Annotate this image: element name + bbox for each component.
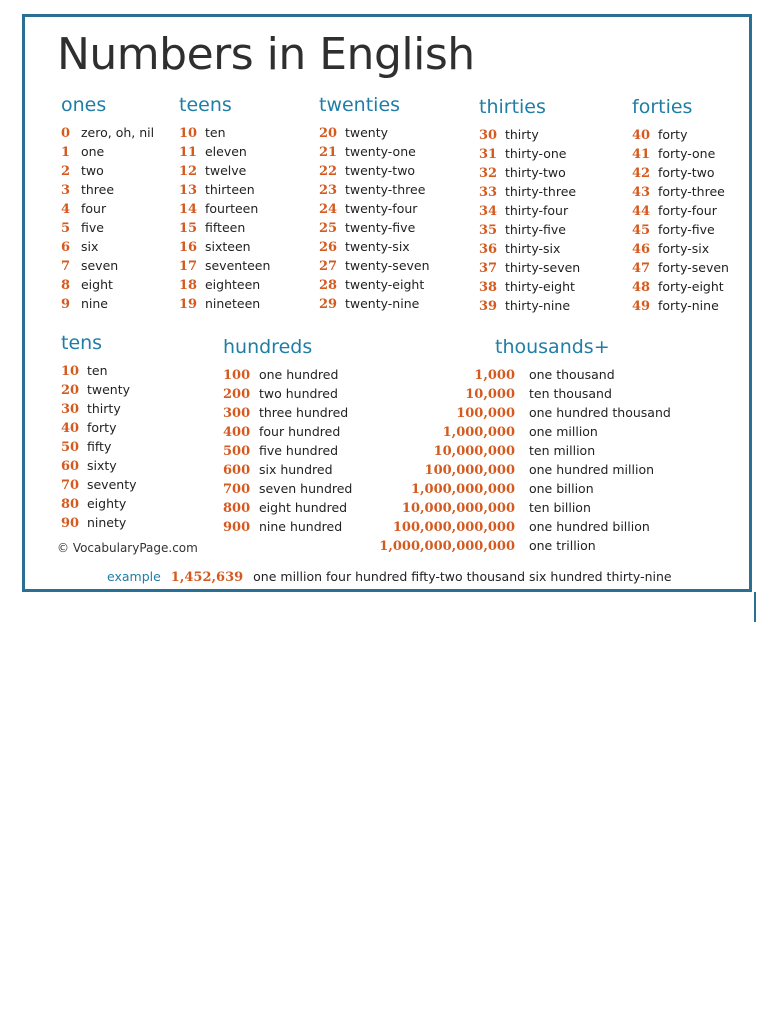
number-word: twelve <box>204 163 247 178</box>
number-word: thirty-two <box>504 165 566 180</box>
number-value: 31 <box>479 147 498 162</box>
number-value: 30 <box>479 128 498 143</box>
column-teens <box>179 93 270 313</box>
number-word: one million <box>528 424 598 439</box>
number-word: three <box>80 182 115 197</box>
number-word: seventeen <box>204 258 271 273</box>
number-row <box>632 125 729 144</box>
number-value: 37 <box>479 261 498 276</box>
number-value: 10,000 <box>465 387 515 402</box>
number-value: 29 <box>319 297 338 312</box>
number-row <box>61 237 154 256</box>
number-word: seven <box>80 258 119 273</box>
number-word: twenty-four <box>344 201 418 216</box>
number-word: forty-three <box>657 184 725 199</box>
number-word: three hundred <box>258 405 349 420</box>
number-value: 2 <box>61 164 71 179</box>
number-word: nineteen <box>204 296 261 311</box>
number-word: one hundred <box>258 367 339 382</box>
number-word: four <box>80 201 107 216</box>
number-word: ten <box>204 125 226 140</box>
number-value: 27 <box>319 259 338 274</box>
number-word: eight hundred <box>258 500 348 515</box>
number-row <box>365 498 671 517</box>
number-row <box>479 125 580 144</box>
number-value: 32 <box>479 166 498 181</box>
number-value: 12 <box>179 164 198 179</box>
number-word: thirty-six <box>504 241 561 256</box>
number-value: 900 <box>223 520 251 535</box>
number-row <box>179 142 270 161</box>
number-word: one hundred billion <box>528 519 650 534</box>
number-value: 10,000,000,000 <box>401 501 515 516</box>
number-value: 28 <box>319 278 338 293</box>
number-row <box>365 441 671 460</box>
number-value: 13 <box>179 183 198 198</box>
number-word: thirty-eight <box>504 279 575 294</box>
number-word: twenty-eight <box>344 277 425 292</box>
column-ones-rows <box>61 123 154 313</box>
number-word: twenty <box>86 382 131 397</box>
column-thousands <box>365 335 671 555</box>
number-value: 16 <box>179 240 198 255</box>
number-row <box>179 275 270 294</box>
number-row <box>365 517 671 536</box>
example-label: example <box>107 569 161 584</box>
number-value: 19 <box>179 297 198 312</box>
number-row <box>223 498 352 517</box>
number-row <box>365 460 671 479</box>
column-heading-tens: tens <box>61 332 103 354</box>
example-words: one million four hundred fifty-two thousand six hundred thirty-nine <box>253 569 672 584</box>
column-heading-twenties: twenties <box>319 94 401 116</box>
number-value: 20 <box>319 126 338 141</box>
number-value: 40 <box>61 421 80 436</box>
number-value: 9 <box>61 297 71 312</box>
number-word: thirty-one <box>504 146 567 161</box>
number-word: one thousand <box>528 367 615 382</box>
number-value: 38 <box>479 280 498 295</box>
column-twenties <box>319 93 430 313</box>
number-word: two <box>80 163 104 178</box>
number-value: 22 <box>319 164 338 179</box>
number-word: forty <box>657 127 688 142</box>
number-value: 25 <box>319 221 338 236</box>
number-row <box>319 161 430 180</box>
number-row <box>223 422 352 441</box>
number-row <box>632 144 729 163</box>
number-row <box>365 479 671 498</box>
number-row <box>223 460 352 479</box>
number-value: 400 <box>223 425 251 440</box>
number-row <box>319 123 430 142</box>
number-value: 46 <box>632 242 651 257</box>
number-value: 45 <box>632 223 651 238</box>
number-word: five hundred <box>258 443 339 458</box>
number-word: twenty-seven <box>344 258 430 273</box>
number-value: 700 <box>223 482 251 497</box>
number-word: forty <box>86 420 117 435</box>
column-thirties <box>479 95 580 315</box>
number-row <box>61 475 137 494</box>
number-value: 500 <box>223 444 251 459</box>
number-row <box>319 256 430 275</box>
column-tens <box>61 331 137 532</box>
number-row <box>479 277 580 296</box>
number-value: 600 <box>223 463 251 478</box>
number-value: 100,000,000 <box>424 463 515 478</box>
number-word: twenty-five <box>344 220 416 235</box>
number-row <box>179 294 270 313</box>
number-word: one trillion <box>528 538 596 553</box>
number-row <box>223 403 352 422</box>
number-value: 10 <box>179 126 198 141</box>
number-value: 100,000,000,000 <box>392 520 515 535</box>
number-word: twenty-two <box>344 163 416 178</box>
number-value: 6 <box>61 240 71 255</box>
column-hundreds-rows <box>223 365 352 536</box>
number-row <box>61 294 154 313</box>
number-word: eleven <box>204 144 247 159</box>
number-word: fourteen <box>204 201 259 216</box>
column-heading-thirties: thirties <box>479 96 546 118</box>
number-value: 80 <box>61 497 80 512</box>
number-word: five <box>80 220 104 235</box>
number-row <box>61 218 154 237</box>
number-word: ten <box>86 363 108 378</box>
number-word: fifty <box>86 439 112 454</box>
number-row <box>61 399 137 418</box>
number-value: 1,000,000,000,000 <box>379 539 515 554</box>
number-row <box>365 403 671 422</box>
number-row <box>632 296 729 315</box>
number-word: forty-one <box>657 146 716 161</box>
number-word: twenty-nine <box>344 296 420 311</box>
number-value: 33 <box>479 185 498 200</box>
number-word: forty-seven <box>657 260 729 275</box>
number-row <box>61 437 137 456</box>
number-value: 18 <box>179 278 198 293</box>
number-row <box>632 182 729 201</box>
number-value: 3 <box>61 183 71 198</box>
number-value: 42 <box>632 166 651 181</box>
number-word: forty-six <box>657 241 710 256</box>
number-value: 47 <box>632 261 651 276</box>
number-row <box>479 239 580 258</box>
number-word: twenty-one <box>344 144 416 159</box>
number-value: 40 <box>632 128 651 143</box>
number-value: 35 <box>479 223 498 238</box>
border-tail <box>754 592 756 622</box>
number-row <box>319 142 430 161</box>
number-row <box>319 294 430 313</box>
number-row <box>632 258 729 277</box>
number-word: one hundred thousand <box>528 405 671 420</box>
number-value: 44 <box>632 204 651 219</box>
numbers-poster <box>22 14 752 592</box>
number-row <box>61 161 154 180</box>
number-row <box>319 275 430 294</box>
number-row <box>632 201 729 220</box>
number-value: 100,000 <box>456 406 515 421</box>
number-value: 24 <box>319 202 338 217</box>
number-word: thirteen <box>204 182 255 197</box>
number-row <box>61 456 137 475</box>
column-forties <box>632 95 729 315</box>
number-word: six hundred <box>258 462 333 477</box>
number-value: 5 <box>61 221 71 236</box>
number-word: seventy <box>86 477 137 492</box>
number-row <box>61 380 137 399</box>
number-row <box>319 180 430 199</box>
number-row <box>632 277 729 296</box>
number-word: forty-nine <box>657 298 719 313</box>
number-value: 48 <box>632 280 651 295</box>
number-word: thirty-seven <box>504 260 581 275</box>
column-heading-teens: teens <box>179 94 232 116</box>
number-value: 70 <box>61 478 80 493</box>
number-row <box>179 180 270 199</box>
column-heading-ones: ones <box>61 94 107 116</box>
number-row <box>632 220 729 239</box>
number-word: ten thousand <box>528 386 612 401</box>
number-row <box>319 237 430 256</box>
number-row <box>61 361 137 380</box>
number-row <box>319 218 430 237</box>
number-word: nine hundred <box>258 519 343 534</box>
example-number: 1,452,639 <box>170 570 244 585</box>
number-row <box>365 384 671 403</box>
example-line <box>107 569 672 585</box>
number-row <box>61 180 154 199</box>
number-word: one hundred million <box>528 462 655 477</box>
number-word: forty-five <box>657 222 715 237</box>
number-row <box>223 517 352 536</box>
number-row <box>479 258 580 277</box>
number-value: 8 <box>61 278 71 293</box>
number-word: sixteen <box>204 239 251 254</box>
number-word: eighty <box>86 496 127 511</box>
number-word: fifteen <box>204 220 246 235</box>
number-row <box>61 142 154 161</box>
number-row <box>61 256 154 275</box>
number-value: 26 <box>319 240 338 255</box>
number-word: thirty <box>504 127 539 142</box>
number-word: ten million <box>528 443 596 458</box>
number-word: two hundred <box>258 386 338 401</box>
number-row <box>479 144 580 163</box>
number-word: four hundred <box>258 424 341 439</box>
number-value: 800 <box>223 501 251 516</box>
number-row <box>179 161 270 180</box>
number-value: 36 <box>479 242 498 257</box>
number-row <box>365 536 671 555</box>
number-word: seven hundred <box>258 481 353 496</box>
number-row <box>479 163 580 182</box>
number-word: thirty-four <box>504 203 569 218</box>
number-row <box>179 218 270 237</box>
number-value: 43 <box>632 185 651 200</box>
number-row <box>61 123 154 142</box>
number-word: six <box>80 239 99 254</box>
column-heading-forties: forties <box>632 96 693 118</box>
number-value: 14 <box>179 202 198 217</box>
number-value: 1,000,000 <box>442 425 515 440</box>
number-word: one <box>80 144 105 159</box>
column-thousands-rows <box>365 365 671 555</box>
column-forties-rows <box>632 125 729 315</box>
number-row <box>479 201 580 220</box>
number-row <box>61 494 137 513</box>
number-row <box>179 123 270 142</box>
number-value: 300 <box>223 406 251 421</box>
number-word: one billion <box>528 481 594 496</box>
number-row <box>365 365 671 384</box>
number-row <box>61 275 154 294</box>
number-value: 100 <box>223 368 251 383</box>
copyright-notice: © VocabularyPage.com <box>57 541 198 555</box>
number-value: 10 <box>61 364 80 379</box>
number-word: sixty <box>86 458 117 473</box>
number-word: twenty <box>344 125 389 140</box>
column-thirties-rows <box>479 125 580 315</box>
number-word: eighteen <box>204 277 261 292</box>
page-title: Numbers in English <box>57 29 475 80</box>
number-value: 30 <box>61 402 80 417</box>
column-ones <box>61 93 154 313</box>
column-heading-thousands: thousands+ <box>495 336 610 358</box>
column-twenties-rows <box>319 123 430 313</box>
number-row <box>632 163 729 182</box>
number-word: thirty-five <box>504 222 566 237</box>
number-row <box>61 199 154 218</box>
number-word: twenty-three <box>344 182 426 197</box>
column-heading-hundreds: hundreds <box>223 336 313 358</box>
number-word: zero, oh, nil <box>80 125 155 140</box>
number-value: 20 <box>61 383 80 398</box>
number-value: 90 <box>61 516 80 531</box>
number-row <box>223 365 352 384</box>
number-row <box>479 182 580 201</box>
number-value: 15 <box>179 221 198 236</box>
number-word: forty-two <box>657 165 715 180</box>
number-row <box>179 199 270 218</box>
number-word: forty-four <box>657 203 717 218</box>
number-row <box>632 239 729 258</box>
number-value: 41 <box>632 147 651 162</box>
number-value: 1,000,000,000 <box>410 482 515 497</box>
number-value: 50 <box>61 440 80 455</box>
number-row <box>365 422 671 441</box>
number-value: 200 <box>223 387 251 402</box>
number-word: thirty <box>86 401 121 416</box>
number-value: 23 <box>319 183 338 198</box>
column-hundreds <box>223 335 352 536</box>
number-row <box>223 384 352 403</box>
number-word: eight <box>80 277 113 292</box>
number-row <box>179 237 270 256</box>
number-value: 1,000 <box>474 368 515 383</box>
number-row <box>223 441 352 460</box>
number-word: nine <box>80 296 108 311</box>
number-word: twenty-six <box>344 239 410 254</box>
number-value: 39 <box>479 299 498 314</box>
number-value: 7 <box>61 259 71 274</box>
column-tens-rows <box>61 361 137 532</box>
number-row <box>61 513 137 532</box>
number-word: thirty-three <box>504 184 577 199</box>
number-value: 49 <box>632 299 651 314</box>
number-value: 10,000,000 <box>433 444 515 459</box>
number-row <box>179 256 270 275</box>
number-row <box>61 418 137 437</box>
number-value: 0 <box>61 126 71 141</box>
column-teens-rows <box>179 123 270 313</box>
number-word: forty-eight <box>657 279 724 294</box>
number-word: ten billion <box>528 500 591 515</box>
number-row <box>479 220 580 239</box>
number-value: 17 <box>179 259 198 274</box>
number-row <box>223 479 352 498</box>
number-word: thirty-nine <box>504 298 571 313</box>
number-value: 11 <box>179 145 198 160</box>
number-value: 1 <box>61 145 71 160</box>
number-value: 34 <box>479 204 498 219</box>
number-value: 4 <box>61 202 71 217</box>
number-value: 21 <box>319 145 338 160</box>
number-value: 60 <box>61 459 80 474</box>
number-row <box>479 296 580 315</box>
number-word: ninety <box>86 515 127 530</box>
number-row <box>319 199 430 218</box>
